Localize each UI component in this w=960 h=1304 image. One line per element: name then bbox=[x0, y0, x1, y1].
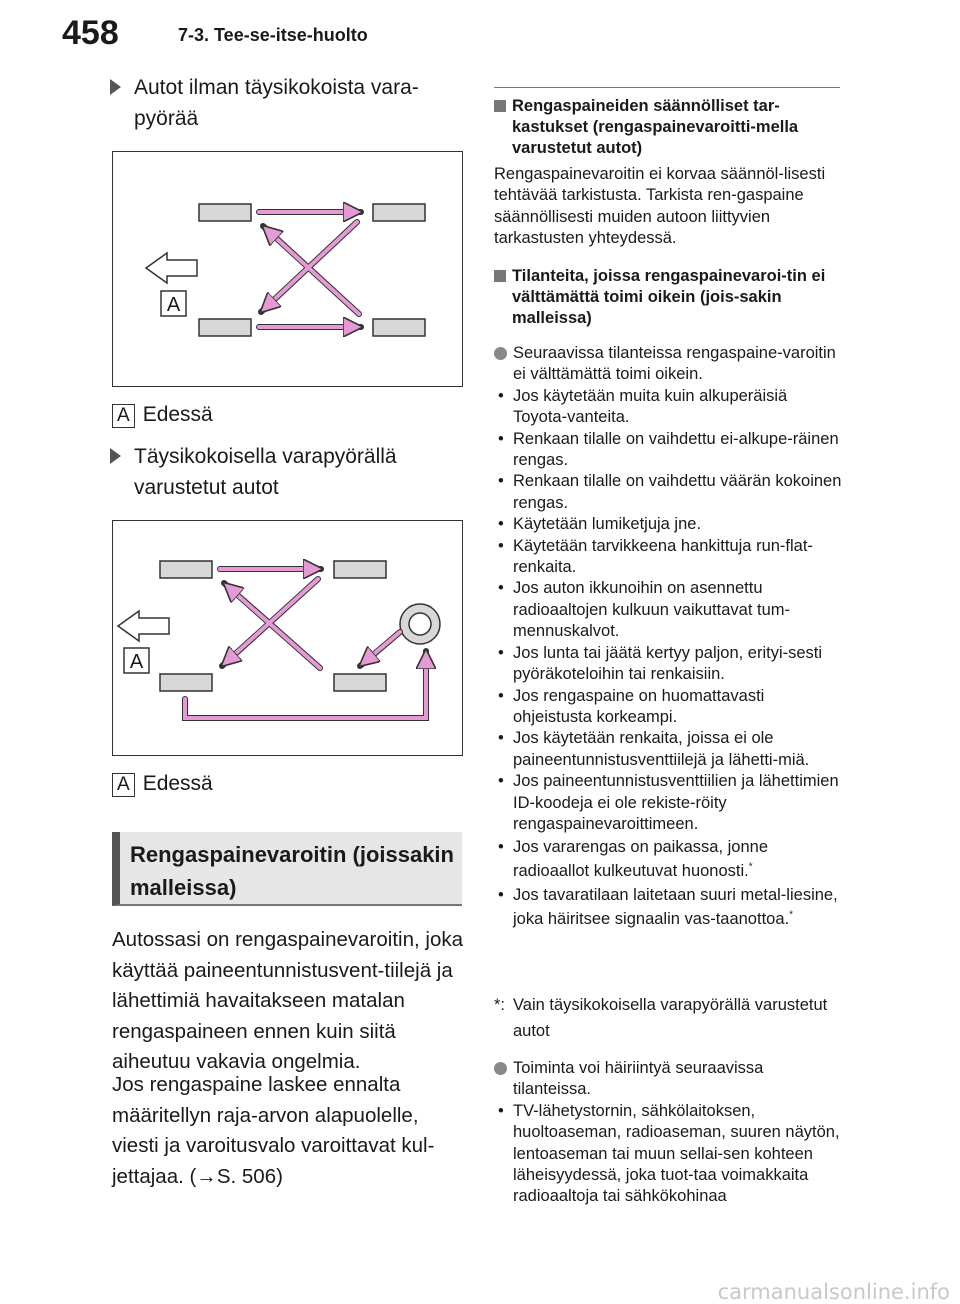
list-item: • Käytetään tarvikkeena hankittuja run-flat-renkaita. bbox=[494, 536, 844, 579]
list-item: • Jos käytetään renkaita, joissa ei ole paineentunnistusventtiilejä ja lähetti-miä. bbox=[494, 728, 844, 771]
reference-arrow-icon: → bbox=[196, 1164, 217, 1188]
section-banner bbox=[112, 832, 462, 906]
tire-rear-left bbox=[160, 674, 212, 691]
list-item: • Jos tavaratilaan laitetaan suuri metal-liesine, joka häiritsee signaalin vas-taanottoa.* bbox=[494, 883, 844, 931]
list-item: • Jos lunta tai jäätä kertyy paljon, erityi-sesti pyöräkoteloihin tai renkaisiin. bbox=[494, 643, 844, 686]
body-paragraph-1: Autossasi on rengaspainevaroitin, joka käyttää paineentunnistusvent-tiilejä ja lähettimiä havaitakseen matalan rengaspaineen ennen kuin siitä aiheutuu vakavia ongelmia. bbox=[112, 928, 463, 1074]
tire-rear-right bbox=[334, 674, 386, 691]
situation-list bbox=[494, 386, 844, 932]
caption-2: A Edessä bbox=[112, 771, 213, 797]
circle-bullet-icon bbox=[494, 347, 507, 360]
watermark: carmanualsonline.info bbox=[717, 1280, 950, 1304]
tire-front-right bbox=[334, 561, 386, 578]
paragraph-tpms: Rengaspainevaroitin ei korvaa säännöl-lisesti tehtävää tarkistusta. Tarkista ren-gaspaine säännöllisesti muiden autoon liittyvien tarkastusten yhteydessä. bbox=[494, 165, 826, 248]
figure-label-a: A bbox=[166, 294, 181, 316]
circle-bullet-icon bbox=[494, 1062, 507, 1075]
square-bullet-icon bbox=[494, 270, 506, 282]
tire-rear-right bbox=[373, 319, 425, 336]
subheading-2: Tilanteita, joissa rengaspainevaroi-tin ei välttämättä toimi oikein (jois-sakin malleissa) bbox=[494, 266, 844, 329]
chapter-title: 7-3. Tee-se-itse-huolto bbox=[178, 25, 368, 45]
triangle-bullet-icon bbox=[110, 448, 121, 464]
page-number: 458 bbox=[62, 14, 119, 52]
arrow-diag-2 bbox=[265, 228, 359, 314]
list-item: • Jos paineentunnistusventtiilien ja lähettimien ID-koodeja ei ole rekiste-röity rengaspainevaroittimeen. bbox=[494, 771, 844, 835]
rotation-figure-1 bbox=[112, 151, 463, 387]
list-item: • Jos käytetään muita kuin alkuperäisiä Toyota-vanteita. bbox=[494, 386, 844, 429]
list-item: • Jos auton ikkunoihin on asennettu radioaaltojen kulkuun vaikuttavat tum-mennuskalvot. bbox=[494, 578, 844, 642]
figure-label-a: A bbox=[129, 651, 144, 673]
rotation-diagram-1 bbox=[113, 152, 462, 386]
tire-front-left bbox=[160, 561, 212, 578]
circle-item-2: Toiminta voi häiriintyä seuraavissa tilanteissa. • TV-lähetystornin, sähkölaitoksen, huoltoaseman, radioaseman, suuren näytön, lentoaseman tai muun sellai-sen kohteen läheisyydessä, joka tuot-taa voimakkaita radioaaltoja tai sähkökohinaa bbox=[494, 1058, 844, 1208]
list-item: • Jos rengaspaine on huomattavasti ohjeistusta korkeampi. bbox=[494, 686, 844, 729]
front-direction-arrow-icon bbox=[118, 611, 169, 641]
tire-rear-left bbox=[199, 319, 251, 336]
subheading-1: Rengaspaineiden säännölliset tar-kastukset (rengaspainevaroitti-mella varustetut autot) bbox=[494, 96, 844, 159]
square-bullet-icon bbox=[494, 100, 506, 112]
list-item: • TV-lähetystornin, sähkölaitoksen, huoltoaseman, radioaseman, suuren näytön, lentoaseman tai muun sellai-sen kohteen läheisyydessä, joka tuot-taa voimakkaita radioaaltoja tai sähkökohinaa bbox=[494, 1101, 844, 1208]
bullet-heading-2: Täysikokoisella varapyörällä varustetut autot bbox=[112, 441, 462, 503]
arrow-diag-2 bbox=[226, 585, 320, 668]
rotation-diagram-2 bbox=[113, 521, 462, 755]
bullet-heading-1: Autot ilman täysikokoista vara-pyörää bbox=[112, 72, 462, 134]
top-rule bbox=[494, 87, 840, 88]
caption-1: A Edessä bbox=[112, 402, 213, 428]
list-item: • Jos vararengas on paikassa, jonne radioaallot kulkeutuvat huonosti.* bbox=[494, 835, 844, 883]
tire-front-right bbox=[373, 204, 425, 221]
rotation-figure-2 bbox=[112, 520, 463, 756]
interference-list bbox=[494, 1101, 844, 1208]
triangle-bullet-icon bbox=[110, 79, 121, 95]
tire-front-left bbox=[199, 204, 251, 221]
front-direction-arrow-icon bbox=[146, 253, 197, 283]
section-title: Rengaspainevaroitin (joissakin malleissa) bbox=[130, 842, 454, 900]
circle-item-1: Seuraavissa tilanteissa rengaspaine-varoitin ei välttämättä toimi oikein. • Jos käytetään muita kuin alkuperäisiä Toyota-vanteita. • Renkaan tilalle on vaihdettu ei-alkupe-räinen rengas. • Renkaan tilalle on vaihdettu väärän kokoinen rengas. • Käytetään lumiketjuja jne. • Käytetään tarvikkeena hankittuja run-flat-renkaita. • Jos auton ikkunoihin on asennettu radioaaltojen kulkuun vaikuttavat tum-mennuskalvot. • Jos lunta tai jäätä kertyy paljon, erityi-sesti pyöräkoteloihin tai renkaisiin. • Jos rengaspaine on huomattavasti ohjeistusta korkeampi. • Jos käytetään renkaita, joissa ei ole paineentunnistusventtiilejä ja lähetti-miä. • Jos paineentunnistusventtiilien ja lähettimien ID-koodeja ei ole rekiste-röity rengaspainevaroittimeen. • Jos vararengas on paikassa, jonne radioaallot kulkeutuvat huonosti.* • Jos tavaratilaan laitetaan suuri metal-liesine, joka häiritsee signaalin vas-taanottoa.* bbox=[494, 343, 844, 931]
footnote: *: Vain täysikokoisella varapyörällä varustetut autot bbox=[494, 996, 828, 1040]
list-item: • Renkaan tilalle on vaihdettu väärän kokoinen rengas. bbox=[494, 471, 844, 514]
list-item: • Käytetään lumiketjuja jne. bbox=[494, 514, 844, 535]
body-paragraph-2: Jos rengaspaine laskee ennalta määritellyn raja-arvon alapuolelle, viesti ja varoitusvalo varoittavat kul-jettajaa. (→S. 506) bbox=[112, 1073, 435, 1188]
list-item: • Renkaan tilalle on vaihdettu ei-alkupe-räinen rengas. bbox=[494, 429, 844, 472]
page-reference-link[interactable]: S. 506) bbox=[216, 1164, 283, 1188]
arrow-spare-to-rear bbox=[362, 632, 400, 664]
